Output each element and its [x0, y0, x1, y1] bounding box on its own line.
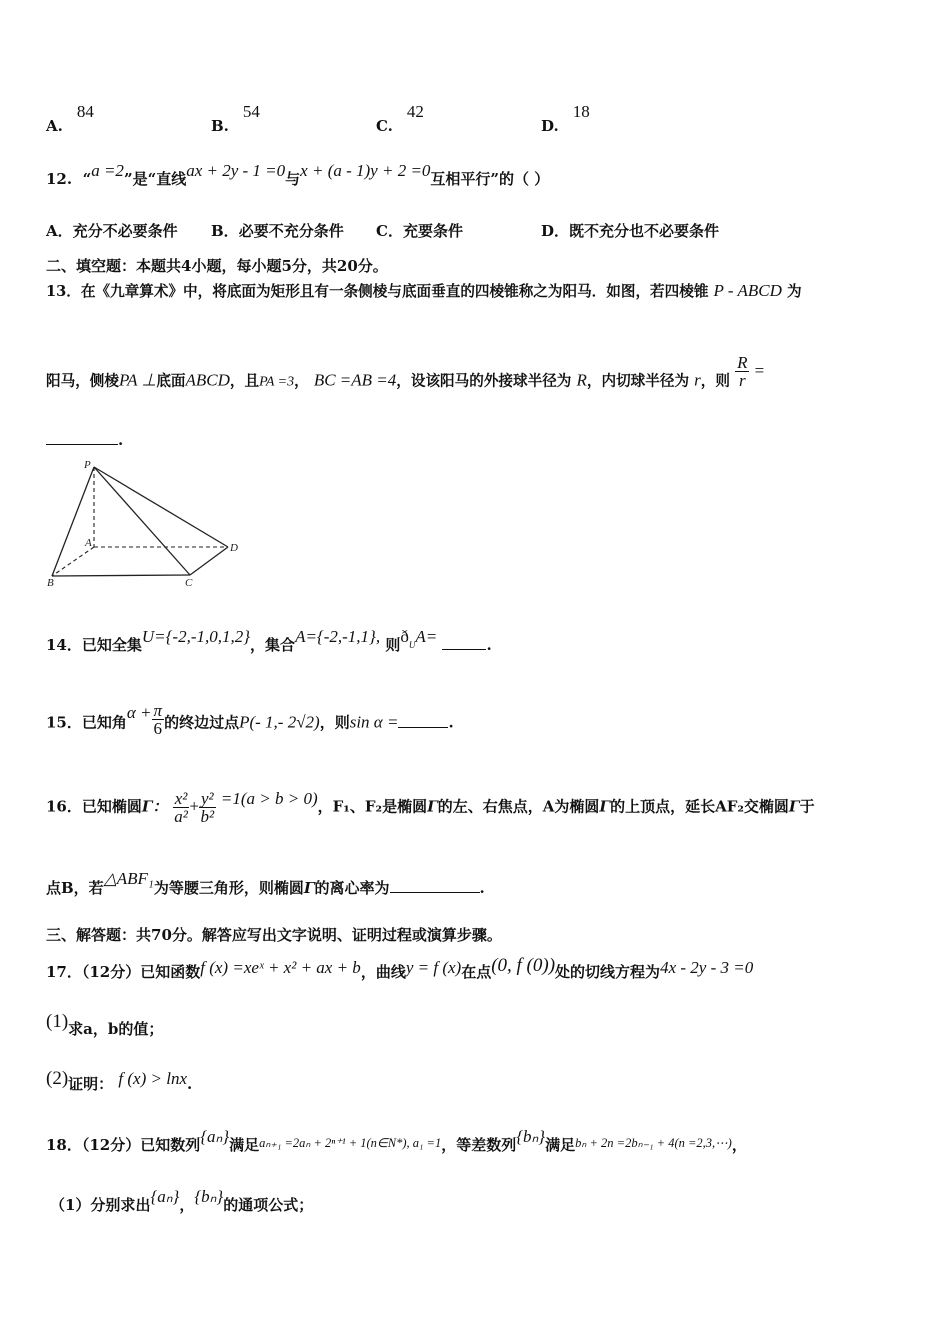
edge-pb: [52, 467, 94, 576]
q14-blank[interactable]: [442, 649, 486, 650]
question-17: 17．（12分）已知函数f (x) =xeˣ + x² + ax + b，曲线y = f (x)在点(0, f (0))处的切线方程为4x - 2y - 3 =0: [46, 955, 754, 981]
q16-blank[interactable]: [390, 892, 480, 893]
question-12: 12. “a =2”是“直线ax + 2y - 1 =0与x + (a - 1)y + 2 =0互相平行”的（ ）: [46, 161, 550, 188]
question-13-line-1: 13．在《九章算术》中，将底面为矩形且有一条侧棱与底面垂直的四棱锥称之为阳马．如图，若四棱锥 P - ABCD 为: [46, 281, 802, 300]
option-a-value: 84: [76, 102, 94, 121]
edge-cd: [190, 547, 228, 575]
pyramid-figure: [44, 458, 249, 588]
label-c: C: [185, 577, 193, 588]
section-3-heading: 三、解答题：共70分。解答应写出文字说明、证明过程或演算步骤。: [46, 926, 502, 944]
option-c-value: 42: [406, 102, 424, 121]
option-c: C.42: [376, 102, 424, 135]
section-2-heading: 二、填空题：本题共4小题，每小题5分，共20分。: [46, 257, 388, 275]
question-17-part-2: (2)证明： f (x) > lnx.: [46, 1068, 193, 1093]
label-a: A: [85, 537, 92, 549]
q12-option-d: D．既不充分也不必要条件: [541, 222, 720, 240]
question-17-part-1: (1)求a，b的值；: [46, 1011, 164, 1038]
q12-option-b: B．必要不充分条件: [211, 222, 344, 240]
question-14: 14．已知全集U={-2,-1,0,1,2}，集合A={-2,-1,1}, 则ðUA= .: [46, 627, 492, 654]
question-18-part-1: （1）分别求出{aₙ}，{bₙ}的通项公式；: [50, 1187, 314, 1214]
option-d-value: 18: [572, 102, 590, 121]
question-13-line-2: 阳马，侧棱PA ⊥底面ABCD，且PA =3， BC =AB =4，设该阳马的外接球半径为 R，内切球半径为 r，则 $\frac{R}{r}$ =: [46, 353, 765, 390]
label-b: B: [47, 577, 54, 588]
question-13-answer-blank[interactable]: .: [46, 431, 123, 449]
q15-blank[interactable]: [398, 727, 448, 728]
label-p: P: [84, 459, 91, 471]
label-d: D: [230, 542, 238, 554]
option-b-value: 54: [242, 102, 260, 121]
edge-pc: [94, 467, 190, 575]
edge-ab: [52, 547, 94, 576]
question-18: 18．（12分）已知数列{aₙ}满足$^{a_{n+1} =2a_n + 2^{n+1} + 1(n\in N*), a_1 =1}$，等差数列{bₙ}满足$^{b_n + 2n =2b_{n-1} + 4(n =2,3,\cdots)}$，: [46, 1127, 747, 1154]
option-a: A.84: [46, 102, 94, 135]
edge-pd: [94, 467, 228, 547]
q12-option-a: A．充分不必要条件: [46, 222, 178, 240]
question-16-line-1: 16．已知椭圆Γ： $\frac{\text{x²}}{\text{a²}}$ + $\frac{\text{y²}}{\text{b²}}$ =1(a > b > 0)，F₁、F₂是椭圆Γ的左、右焦点，A为椭圆Γ的上顶点，延长AF₂交椭圆Γ于: [46, 788, 815, 826]
option-b: B.54: [211, 102, 260, 135]
q12-option-c: C．充要条件: [376, 222, 463, 240]
question-15: 15．已知角α + $\frac{\pi}{6}$ 的终边过点P(- 1,- 2√2)，则sin α = .: [46, 701, 454, 738]
question-16-line-2: 点B，若△ABF₁为等腰三角形，则椭圆Γ的离心率为 .: [46, 869, 485, 897]
edge-bc: [52, 575, 190, 576]
option-d: D.18: [541, 102, 590, 135]
